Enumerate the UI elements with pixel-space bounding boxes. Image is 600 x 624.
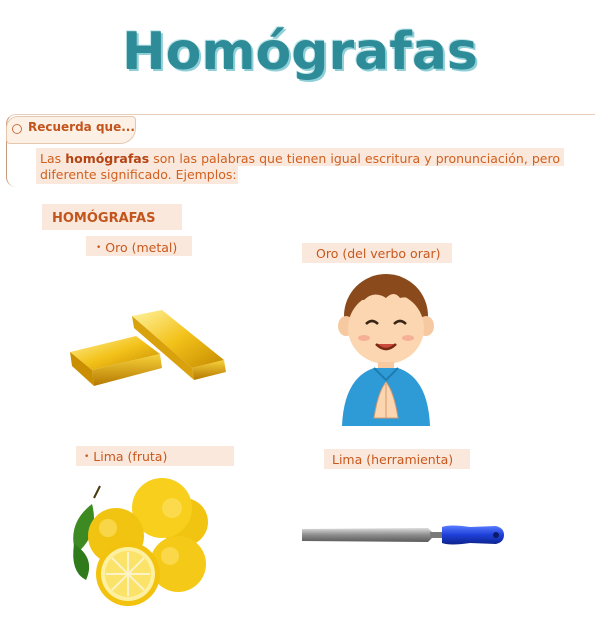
example-label-oro-metal: • Oro (metal): [96, 240, 178, 255]
lemons-image: [66, 474, 216, 610]
example-label-lima-fruta: • Lima (fruta): [84, 449, 168, 464]
example-label-lima-herramienta: Lima (herramienta): [332, 452, 454, 467]
example-label-oro-orar: Oro (del verbo orar): [316, 246, 441, 261]
section-label: HOMÓGRAFAS: [52, 211, 156, 226]
page-title: Homógrafas: [122, 22, 478, 82]
definition-text: Las homógrafas son las palabras que tienen igual escritura y pronunciación, pero diferente significado. Ejemplos:: [40, 151, 560, 182]
keyword: homógrafas: [65, 151, 150, 166]
reminder-label: Recuerda que...: [28, 120, 135, 134]
praying-boy-image: [334, 268, 438, 426]
circle-icon: [12, 124, 22, 134]
metal-file-image: [300, 520, 506, 550]
gold-bars-image: [62, 306, 234, 390]
